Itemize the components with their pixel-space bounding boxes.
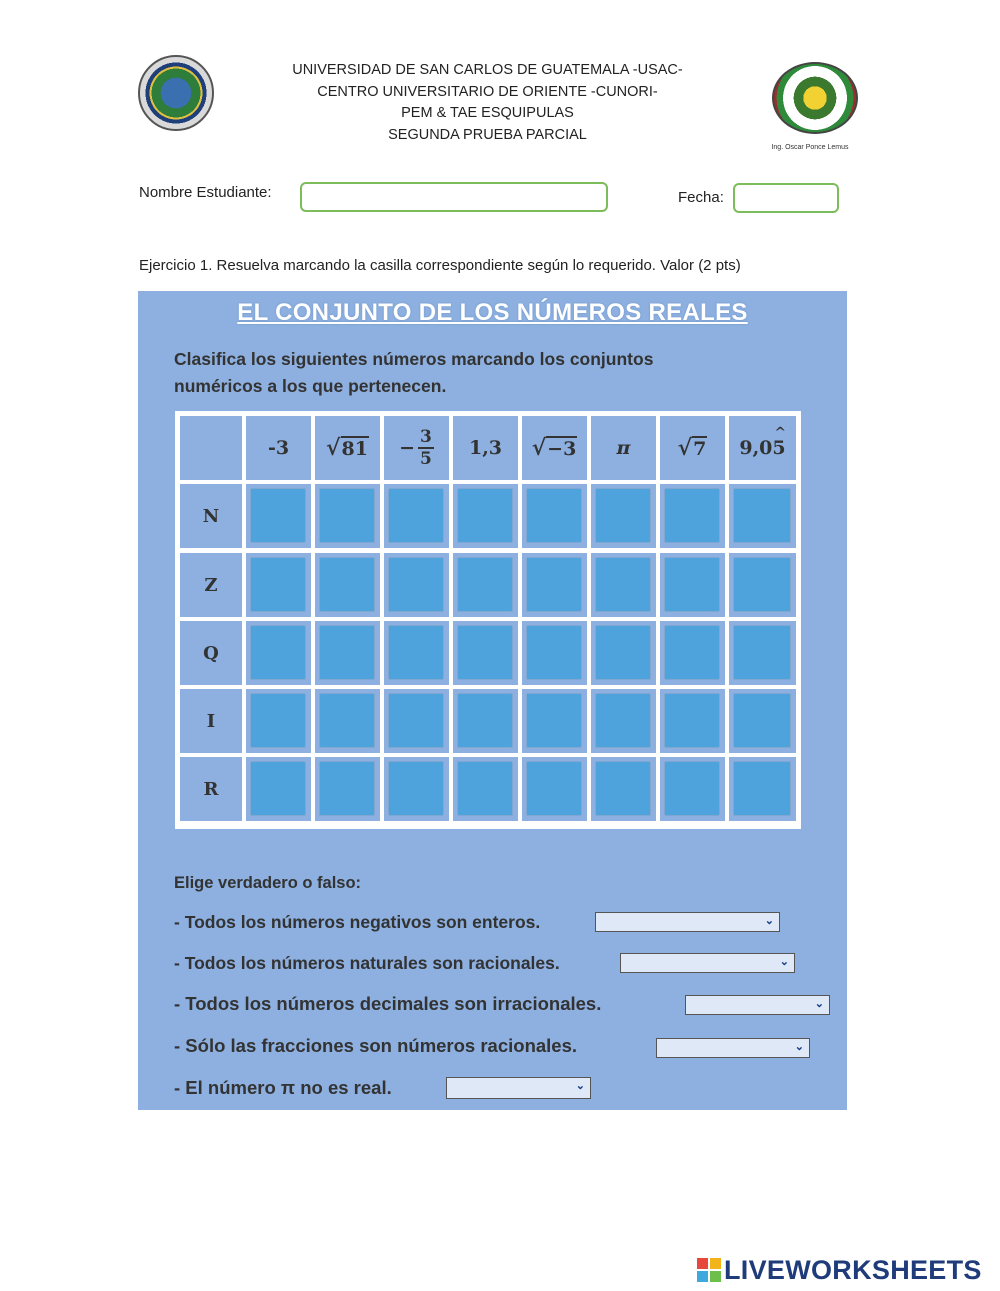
sqrt-symbol: √ <box>531 435 547 461</box>
row-header-q <box>180 621 242 685</box>
grid-cell <box>384 621 449 685</box>
grid-cell <box>384 484 449 548</box>
tf-select-2[interactable] <box>620 953 795 973</box>
col-header-1-3-label: 1,3 <box>468 437 503 459</box>
student-name-input[interactable] <box>300 182 608 212</box>
row-header-label: I <box>206 710 216 732</box>
col-header-sqrt-7-label: 7 <box>693 438 707 460</box>
checkbox-q-col8[interactable] <box>733 625 791 680</box>
col-header-sqrt-81 <box>315 416 380 480</box>
grid-cell <box>729 484 796 548</box>
checkbox-z-col2[interactable] <box>319 557 375 612</box>
grid-cell <box>315 757 380 821</box>
checkbox-q-col4[interactable] <box>457 625 513 680</box>
header-line-university: UNIVERSIDAD DE SAN CARLOS DE GUATEMALA -USAC- <box>292 62 683 78</box>
tf-statement-2: - Todos los números naturales son racionales. <box>174 953 560 973</box>
checkbox-q-col5[interactable] <box>526 625 582 680</box>
grid-cell <box>660 484 725 548</box>
chevron-down-icon: ⌄ <box>794 1041 804 1053</box>
periodic-digit-label: 5 <box>772 437 786 459</box>
checkbox-r-col4[interactable] <box>457 761 513 816</box>
row-header-label: N <box>202 505 220 527</box>
grid-cell <box>315 484 380 548</box>
checkbox-i-col5[interactable] <box>526 693 582 748</box>
checkbox-z-col3[interactable] <box>388 557 444 612</box>
logo-credit: Ing. Oscar Ponce Lemus <box>771 144 849 151</box>
cunori-seal-logo <box>772 62 858 134</box>
grid-cell <box>453 621 518 685</box>
grid-cell <box>315 621 380 685</box>
checkbox-n-col1[interactable] <box>250 488 306 543</box>
checkbox-i-col2[interactable] <box>319 693 375 748</box>
grid-cell <box>246 553 311 617</box>
grid-cell <box>522 757 587 821</box>
chevron-down-icon: ⌄ <box>814 998 824 1010</box>
checkbox-q-col3[interactable] <box>388 625 444 680</box>
checkbox-q-col2[interactable] <box>319 625 375 680</box>
checkbox-i-col3[interactable] <box>388 693 444 748</box>
grid-cell <box>660 553 725 617</box>
checkbox-r-col8[interactable] <box>733 761 791 816</box>
row-header-z <box>180 553 242 617</box>
tf-statement-1: - Todos los números negativos son enteros. <box>174 912 541 932</box>
checkbox-z-col1[interactable] <box>250 557 306 612</box>
col-header-9-05-label: 9,0 <box>739 437 773 459</box>
grid-cell <box>591 757 656 821</box>
checkbox-r-col6[interactable] <box>595 761 651 816</box>
grid-cell <box>453 757 518 821</box>
col-header-minus-3-label: -3 <box>267 437 290 459</box>
grid-cell <box>522 484 587 548</box>
tf-heading: Elige verdadero o falso: <box>174 874 362 892</box>
grid-cell <box>453 484 518 548</box>
checkbox-i-col7[interactable] <box>664 693 720 748</box>
date-label: Fecha: <box>678 189 724 206</box>
grid-cell <box>315 553 380 617</box>
grid-corner-cell <box>180 416 242 480</box>
header-line-center: CENTRO UNIVERSITARIO DE ORIENTE -CUNORI- <box>317 83 658 100</box>
fraction-numerator: 3 <box>420 427 432 447</box>
grid-cell <box>729 621 796 685</box>
sqrt-symbol: √ <box>677 435 693 461</box>
fraction <box>418 427 434 469</box>
grid-cell <box>729 689 796 753</box>
worksheet-panel <box>138 291 847 1110</box>
row-header-n <box>180 484 242 548</box>
chevron-down-icon: ⌄ <box>779 956 789 968</box>
checkbox-z-col6[interactable] <box>595 557 651 612</box>
liveworksheets-brand: LIVEWORKSHEETS <box>724 1255 982 1285</box>
col-header-sqrt-neg-3 <box>522 416 587 480</box>
chevron-down-icon: ⌄ <box>764 915 774 927</box>
header-title-block <box>250 60 725 146</box>
checkbox-q-col1[interactable] <box>250 625 306 680</box>
col-header-sqrt-81-label: 81 <box>341 438 368 460</box>
grid-cell <box>522 553 587 617</box>
usac-seal-logo <box>138 55 214 131</box>
checkbox-i-col4[interactable] <box>457 693 513 748</box>
classification-grid <box>175 411 801 829</box>
header-line-program: PEM & TAE ESQUIPULAS <box>401 105 574 121</box>
panel-title: EL CONJUNTO DE LOS NÚMEROS REALES <box>237 299 748 326</box>
col-header-9-05-periodic <box>729 416 796 480</box>
grid-cell <box>522 621 587 685</box>
checkbox-r-col3[interactable] <box>388 761 444 816</box>
date-input[interactable] <box>733 183 839 213</box>
checkbox-z-col4[interactable] <box>457 557 513 612</box>
checkbox-n-col6[interactable] <box>595 488 651 543</box>
sqrt-symbol: √ <box>326 435 341 461</box>
liveworksheets-logo-icon <box>697 1258 721 1282</box>
tf-select-5[interactable] <box>446 1077 591 1099</box>
tf-statement-3: - Todos los números decimales son irracionales. <box>174 993 602 1014</box>
grid-cell <box>660 689 725 753</box>
col-header-pi-label: π <box>616 437 631 459</box>
minus-sign: − <box>399 437 416 459</box>
row-header-r <box>180 757 242 821</box>
col-header-sqrt-neg-3-label: −3 <box>547 438 577 460</box>
grid-cell <box>246 621 311 685</box>
periodic-hat: ^ <box>774 425 787 441</box>
grid-cell <box>384 757 449 821</box>
name-label: Nombre Estudiante: <box>139 184 272 201</box>
checkbox-n-col3[interactable] <box>388 488 444 543</box>
panel-instruction-line2: numéricos a los que pertenecen. <box>174 376 447 396</box>
grid-cell <box>453 689 518 753</box>
checkbox-n-col7[interactable] <box>664 488 720 543</box>
tf-statement-4: - Sólo las fracciones son números racionales. <box>174 1035 578 1056</box>
checkbox-i-col8[interactable] <box>733 693 791 748</box>
col-header-minus-3 <box>246 416 311 480</box>
col-header-1-3 <box>453 416 518 480</box>
checkbox-r-col7[interactable] <box>664 761 720 816</box>
grid-cell <box>591 484 656 548</box>
tf-select-4[interactable] <box>656 1038 810 1058</box>
checkbox-q-col7[interactable] <box>664 625 720 680</box>
tf-select-3[interactable] <box>685 995 830 1015</box>
checkbox-n-col4[interactable] <box>457 488 513 543</box>
grid-cell <box>246 689 311 753</box>
grid-cell <box>522 689 587 753</box>
grid-cell <box>729 553 796 617</box>
checkbox-i-col1[interactable] <box>250 693 306 748</box>
checkbox-z-col7[interactable] <box>664 557 720 612</box>
checkbox-n-col2[interactable] <box>319 488 375 543</box>
checkbox-r-col1[interactable] <box>250 761 306 816</box>
exercise-instruction: Ejercicio 1. Resuelva marcando la casilla correspondiente según lo requerido. Valor (2 pts) <box>139 257 741 274</box>
grid-cell <box>591 621 656 685</box>
grid-cell <box>384 689 449 753</box>
row-header-label: Q <box>203 642 219 664</box>
checkbox-r-col2[interactable] <box>319 761 375 816</box>
row-header-label: Z <box>204 574 218 596</box>
grid-cell <box>729 757 796 821</box>
row-header-label: R <box>203 778 219 800</box>
tf-statement-5: - El número π no es real. <box>174 1077 392 1098</box>
checkbox-z-col5[interactable] <box>526 557 582 612</box>
grid-cell <box>453 553 518 617</box>
row-header-i <box>180 689 242 753</box>
checkbox-i-col6[interactable] <box>595 693 651 748</box>
chevron-down-icon: ⌄ <box>575 1080 585 1092</box>
grid-cell <box>660 757 725 821</box>
grid-cell <box>591 553 656 617</box>
grid-cell <box>246 757 311 821</box>
checkbox-z-col8[interactable] <box>733 557 791 612</box>
header-line-exam: SEGUNDA PRUEBA PARCIAL <box>388 126 587 143</box>
panel-instruction-line1: Clasifica los siguientes números marcando los conjuntos <box>174 349 654 369</box>
grid-cell <box>315 689 380 753</box>
grid-cell <box>660 621 725 685</box>
checkbox-q-col6[interactable] <box>595 625 651 680</box>
col-header-pi <box>591 416 656 480</box>
grid-cell <box>591 689 656 753</box>
grid-cell <box>246 484 311 548</box>
checkbox-n-col5[interactable] <box>526 488 582 543</box>
tf-select-1[interactable] <box>595 912 780 932</box>
grid-cell <box>384 553 449 617</box>
col-header-sqrt-7 <box>660 416 725 480</box>
col-header-minus-three-fifths <box>384 416 449 480</box>
panel-instruction <box>174 346 774 400</box>
periodic-digit <box>772 425 787 459</box>
checkbox-r-col5[interactable] <box>526 761 582 816</box>
fraction-denominator: 5 <box>420 449 432 469</box>
checkbox-n-col8[interactable] <box>733 488 791 543</box>
